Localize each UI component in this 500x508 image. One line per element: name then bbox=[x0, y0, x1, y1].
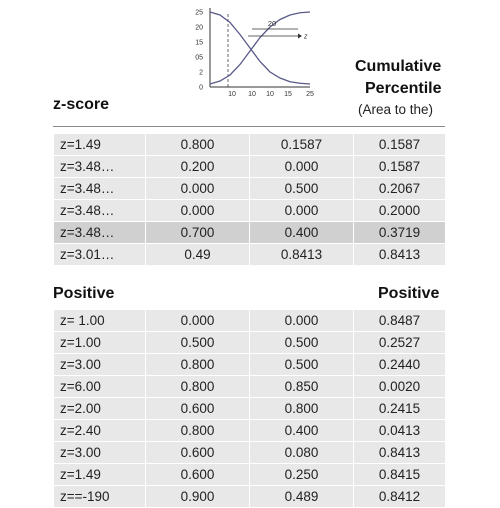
value-cell: 0.600 bbox=[146, 442, 250, 464]
value-cell: 0.49 bbox=[146, 244, 250, 266]
axis-z-label: z bbox=[304, 33, 308, 41]
positive-right-heading: Positive bbox=[378, 285, 440, 302]
value-cell: 0.2440 bbox=[354, 354, 446, 376]
zscore-heading: z-score bbox=[53, 96, 110, 113]
value-cell: 0.600 bbox=[146, 464, 250, 486]
z-value-cell: z= 1.00 bbox=[54, 310, 146, 332]
value-cell: 0.0413 bbox=[354, 420, 446, 442]
x-tick-label: 15 bbox=[284, 91, 292, 98]
value-cell: 0.800 bbox=[146, 134, 250, 156]
value-cell: 0.1587 bbox=[354, 134, 446, 156]
value-cell: 0.489 bbox=[250, 486, 354, 508]
z-value-cell: z=1.49 bbox=[54, 134, 146, 156]
value-cell: 0.000 bbox=[146, 200, 250, 222]
y-tick-label: 25 bbox=[195, 9, 203, 17]
value-cell: 0.2527 bbox=[354, 332, 446, 354]
value-cell: 0.400 bbox=[250, 420, 354, 442]
percentile-heading: Percentile bbox=[365, 80, 442, 97]
value-cell: 0.0020 bbox=[354, 376, 446, 398]
cumulative-heading: Cumulative bbox=[355, 58, 442, 75]
table-row bbox=[54, 354, 446, 376]
table-row bbox=[54, 222, 446, 244]
table-row bbox=[54, 376, 446, 398]
value-cell: 0.800 bbox=[250, 398, 354, 420]
z-value-cell: z=6.00 bbox=[54, 376, 146, 398]
table-row bbox=[54, 486, 446, 508]
annotation-label: 20 bbox=[267, 19, 277, 28]
value-cell: 0.700 bbox=[146, 222, 250, 244]
value-cell: 0.2067 bbox=[354, 178, 446, 200]
table-row bbox=[54, 398, 446, 420]
z-value-cell: z==-190 bbox=[54, 486, 146, 508]
header-divider bbox=[53, 126, 445, 127]
z-value-cell: z=3.00 bbox=[54, 442, 146, 464]
table-row bbox=[54, 134, 446, 156]
z-value-cell: z=1.49 bbox=[54, 464, 146, 486]
arrow-head bbox=[298, 34, 302, 39]
sigmoid-chart bbox=[190, 2, 320, 102]
z-value-cell: z=3.48… bbox=[54, 156, 146, 178]
positive-table bbox=[53, 309, 446, 508]
z-value-cell: z=2.00 bbox=[54, 398, 146, 420]
z-value-cell: z=3.00 bbox=[54, 354, 146, 376]
table-row bbox=[54, 332, 446, 354]
value-cell: 0.800 bbox=[146, 376, 250, 398]
z-value-cell: z=3.48… bbox=[54, 222, 146, 244]
value-cell: 0.850 bbox=[250, 376, 354, 398]
zscore-table bbox=[53, 133, 446, 266]
x-tick-label: 10 bbox=[228, 91, 236, 98]
value-cell: 0.500 bbox=[250, 178, 354, 200]
falling-curve bbox=[210, 12, 310, 84]
value-cell: 0.8413 bbox=[250, 244, 354, 266]
z-value-cell: z=2.40 bbox=[54, 420, 146, 442]
value-cell: 0.200 bbox=[146, 156, 250, 178]
value-cell: 0.400 bbox=[250, 222, 354, 244]
value-cell: 0.250 bbox=[250, 464, 354, 486]
table-row bbox=[54, 464, 446, 486]
value-cell: 0.500 bbox=[146, 332, 250, 354]
table-row bbox=[54, 178, 446, 200]
y-tick-label: 20 bbox=[195, 24, 203, 32]
table-row bbox=[54, 200, 446, 222]
value-cell: 0.500 bbox=[250, 354, 354, 376]
value-cell: 0.000 bbox=[146, 310, 250, 332]
x-tick-label: 10 bbox=[266, 91, 274, 98]
value-cell: 0.3719 bbox=[354, 222, 446, 244]
value-cell: 0.000 bbox=[250, 156, 354, 178]
value-cell: 0.2415 bbox=[354, 398, 446, 420]
value-cell: 0.8487 bbox=[354, 310, 446, 332]
value-cell: 0.000 bbox=[146, 178, 250, 200]
value-cell: 0.000 bbox=[250, 200, 354, 222]
table-row bbox=[54, 244, 446, 266]
area-subheading: (Area to the) bbox=[358, 102, 434, 117]
value-cell: 0.8415 bbox=[354, 464, 446, 486]
value-cell: 0.500 bbox=[250, 332, 354, 354]
value-cell: 0.1587 bbox=[250, 134, 354, 156]
value-cell: 0.800 bbox=[146, 354, 250, 376]
value-cell: 0.000 bbox=[250, 310, 354, 332]
value-cell: 0.800 bbox=[146, 420, 250, 442]
y-tick-label: 0 bbox=[199, 84, 203, 92]
value-cell: 0.8413 bbox=[354, 442, 446, 464]
table-row bbox=[54, 310, 446, 332]
z-value-cell: z=3.48… bbox=[54, 200, 146, 222]
value-cell: 0.8412 bbox=[354, 486, 446, 508]
x-tick-label: 10 bbox=[248, 91, 256, 98]
y-tick-label: 05 bbox=[195, 54, 203, 62]
x-tick-label: 25 bbox=[306, 91, 314, 98]
value-cell: 0.1587 bbox=[354, 156, 446, 178]
value-cell: 0.2000 bbox=[354, 200, 446, 222]
value-cell: 0.080 bbox=[250, 442, 354, 464]
table-row bbox=[54, 420, 446, 442]
table-row bbox=[54, 156, 446, 178]
z-value-cell: z=3.48… bbox=[54, 178, 146, 200]
value-cell: 0.900 bbox=[146, 486, 250, 508]
y-tick-label: 2 bbox=[199, 69, 203, 77]
z-value-cell: z=1.00 bbox=[54, 332, 146, 354]
value-cell: 0.600 bbox=[146, 398, 250, 420]
value-cell: 0.8413 bbox=[354, 244, 446, 266]
y-tick-label: 15 bbox=[195, 39, 203, 47]
positive-left-heading: Positive bbox=[53, 285, 115, 302]
table-row bbox=[54, 442, 446, 464]
rising-curve bbox=[210, 12, 310, 84]
z-value-cell: z=3.01… bbox=[54, 244, 146, 266]
